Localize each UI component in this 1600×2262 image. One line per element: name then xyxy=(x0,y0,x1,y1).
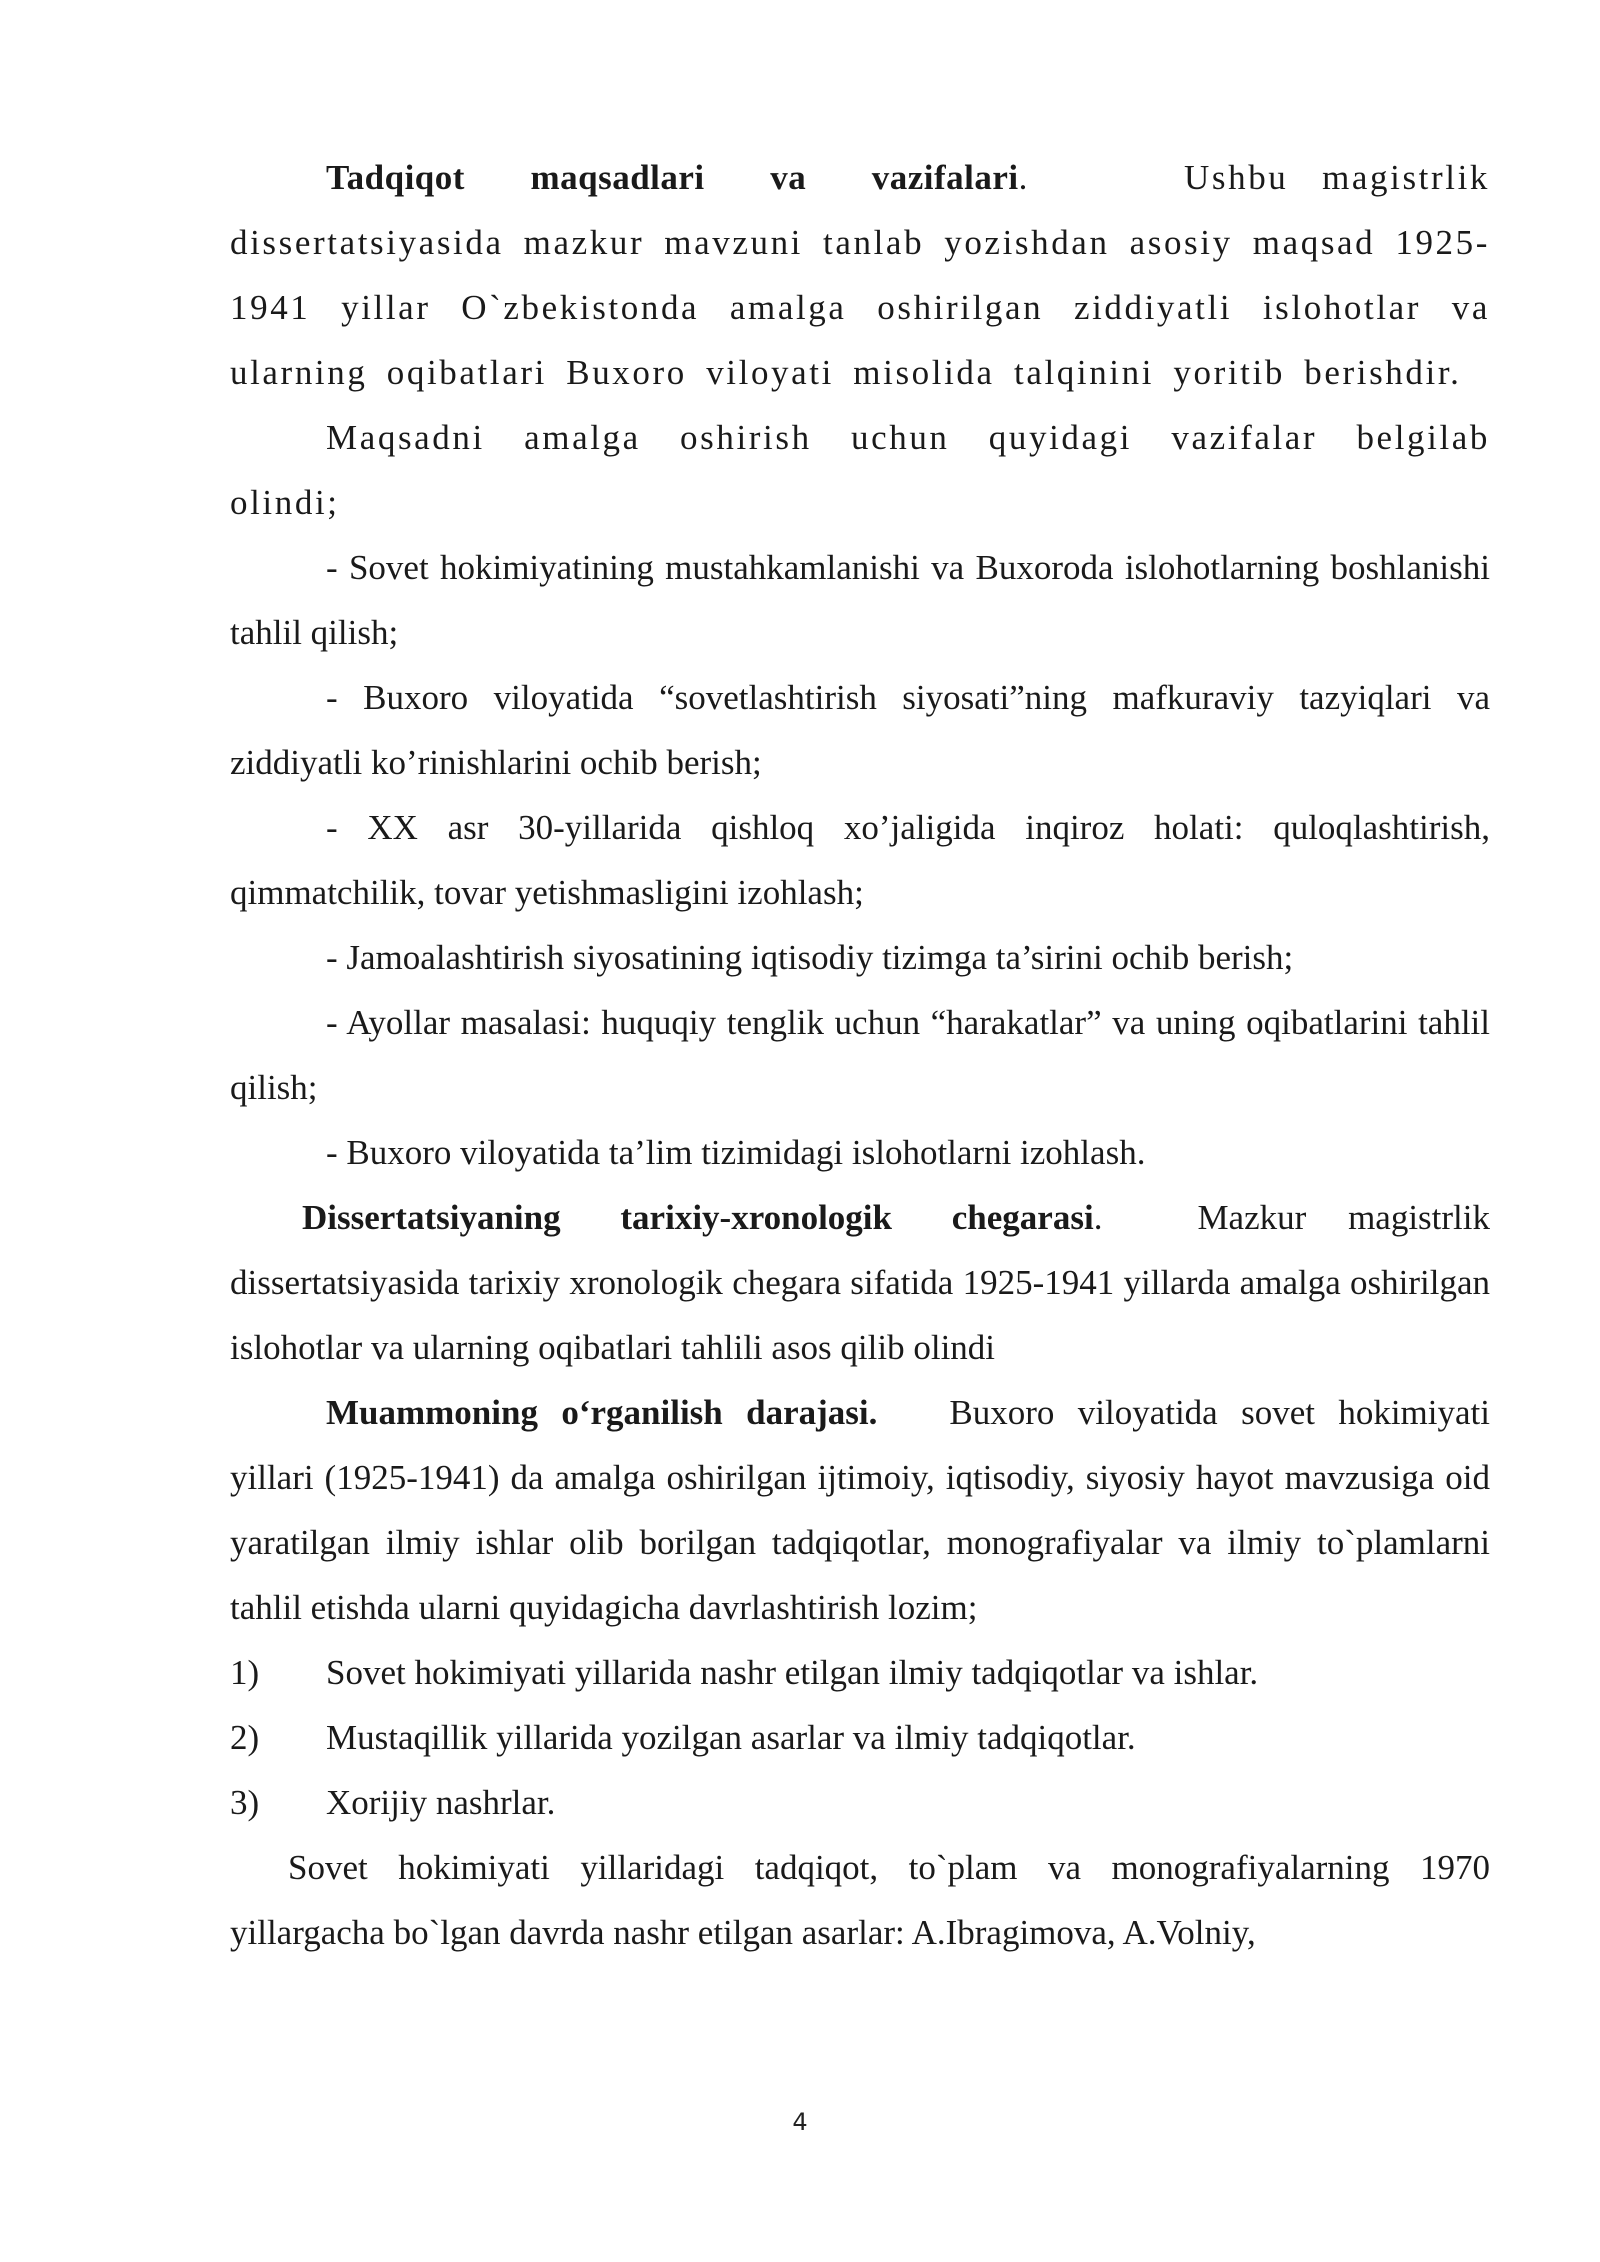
task-item-3: - XX asr 30-yillarida qishloq xo’jaligida inqiroz holati: quloqlashtirish, qimmatchilik, tovar yetishmasligini izohlash; xyxy=(230,808,1490,912)
list-item-text: Sovet hokimiyati yillarida nashr etilgan ilmiy tadqiqotlar va ishlar. xyxy=(326,1653,1259,1692)
heading-chronology-dot: . xyxy=(1093,1198,1103,1237)
list-item-text: Xorijiy nashrlar. xyxy=(326,1783,556,1822)
list-item-number: 1) xyxy=(230,1653,260,1692)
list-item xyxy=(230,1770,1490,1835)
paragraph-research-goals xyxy=(230,145,1490,405)
heading-research-goals-dot: . xyxy=(1018,158,1030,197)
task-item-1: - Sovet hokimiyatining mustahkamlanishi va Buxoroda islohotlarning boshlanishi tahlil qilish; xyxy=(230,548,1490,652)
list-item xyxy=(230,1640,1490,1705)
heading-chronology: Dissertatsiyaning tarixiy-xronologik chegarasi xyxy=(302,1198,1094,1237)
task-item-2: - Buxoro viloyatida “sovetlashtirish siyosati”ning mafkuraviy tazyiqlari va ziddiyatli ko’rinishlarini ochib berish; xyxy=(230,678,1490,782)
paragraph-tasks-intro: Maqsadni amalga oshirish uchun quyidagi vazifalar belgilab olindi; xyxy=(230,418,1490,522)
paragraph-research-goals-text: Ushbu magistrlik dissertatsiyasida mazkur mavzuni tanlab yozishdan asosiy maqsad 1925-1941 yillar O`zbekistonda amalga oshirilgan ziddiyatli islohotlar va ularning oqibatlari Buxoro viloyati misolida talqinini yoritib berishdir. xyxy=(230,158,1490,392)
page-number: 4 xyxy=(792,2108,808,2136)
paragraph-chronology xyxy=(230,1185,1490,1380)
heading-study-level: Muammoning o‘rganilish darajasi xyxy=(326,1393,869,1432)
list-item xyxy=(230,1705,1490,1770)
heading-study-level-dot: . xyxy=(868,1393,878,1432)
paragraph-study-level-text: Buxoro viloyatida sovet hokimiyati yillari (1925-1941) da amalga oshirilgan ijtimoiy, iqtisodiy, siyosiy hayot mavzusiga oid yaratilgan ilmiy ishlar olib borilgan tadqiqotlar, monografiyalar va ilmiy to`plamlarni tahlil etishda ularni quyidagicha davrlashtirish lozim; xyxy=(230,1393,1490,1627)
task-item-6: - Buxoro viloyatida ta’lim tizimidagi islohotlarni izohlash. xyxy=(326,1133,1146,1172)
task-item-4: - Jamoalashtirish siyosatining iqtisodiy tizimga ta’sirini ochib berish; xyxy=(326,938,1294,977)
paragraph-study-level xyxy=(230,1380,1490,1640)
document-page xyxy=(230,145,1490,1965)
heading-research-goals: Tadqiqot maqsadlari va vazifalari xyxy=(326,158,1019,197)
list-item-text: Mustaqillik yillarida yozilgan asarlar va ilmiy tadqiqotlar. xyxy=(326,1718,1136,1757)
list-item-number: 3) xyxy=(230,1783,260,1822)
list-item-number: 2) xyxy=(230,1718,260,1757)
task-item-5: - Ayollar masalasi: huquqiy tenglik uchun “harakatlar” va uning oqibatlarini tahlil qilish; xyxy=(230,1003,1490,1107)
paragraph-soviet-period: Sovet hokimiyati yillaridagi tadqiqot, to`plam va monografiyalarning 1970 yillargacha bo`lgan davrda nashr etilgan asarlar: A.Ibragimova, A.Volniy, xyxy=(230,1848,1490,1952)
paragraph-chronology-text: Mazkur magistrlik dissertatsiyasida tarixiy xronologik chegara sifatida 1925-1941 yillarda amalga oshirilgan islohotlar va ularning oqibatlari tahlili asos qilib olindi xyxy=(230,1198,1491,1367)
